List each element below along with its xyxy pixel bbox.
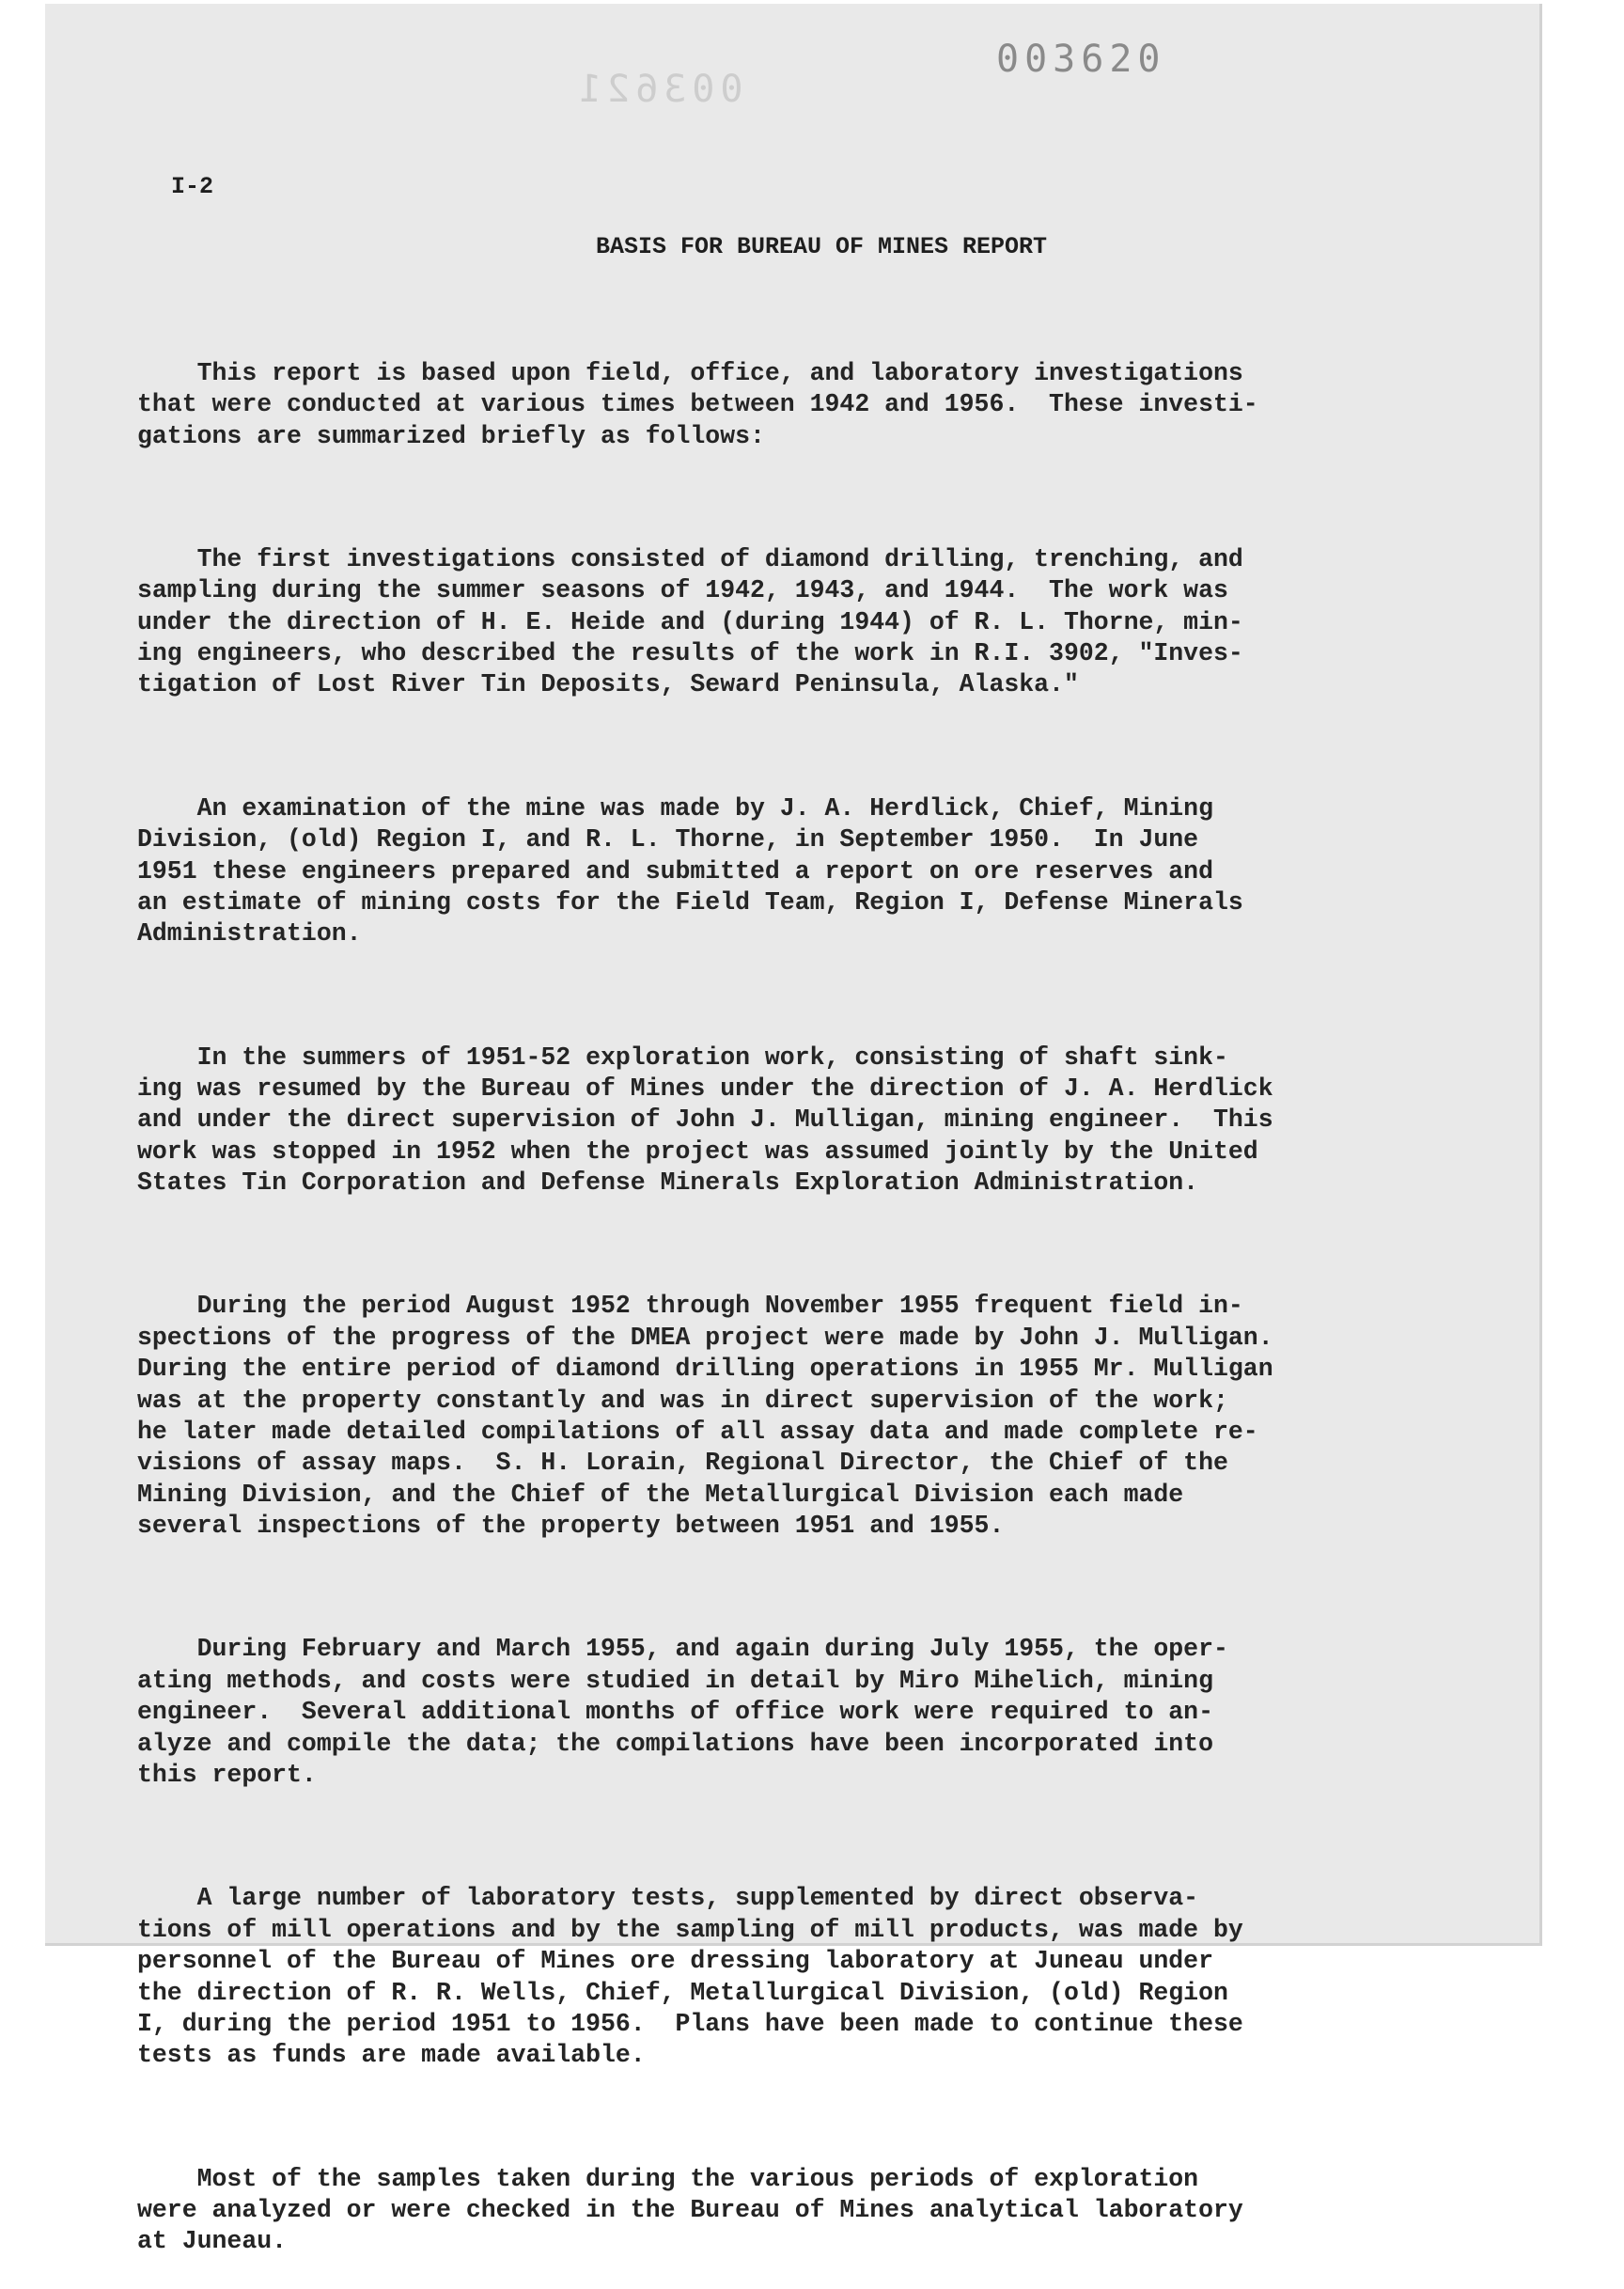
page-number: I-2 <box>171 173 214 200</box>
paragraph-overview: This report is based upon field, office, and laboratory investigations that were conducted at various times between 1942 and 1956. These investi- gations are summarized briefly as follows: <box>137 358 1258 450</box>
document-stamp-number: 003620 <box>996 38 1166 81</box>
page-title: BASIS FOR BUREAU OF MINES REPORT <box>595 233 1048 260</box>
report-body <box>137 295 1350 2289</box>
paragraph-operating-methods: During February and March 1955, and again during July 1955, the oper- ating methods, and costs were studied in detail by Miro Mihelich, mining engineer. Several additional months of office work were required to an- alyze and compile the data; the compilations have been incorporated into this report. <box>137 1635 1228 1790</box>
paragraph-laboratory-tests: A large number of laboratory tests, supplemented by direct observa- tions of mill operations and by the sampling of mill products, was made by personnel of the Bureau of Mines ore dressing laboratory at Juneau under the direction of R. R. Wells, Chief, Metallurgical Division, (old) Region I, during the period 1951 to 1956. Plans have been made to continue these tests as funds are made available. <box>137 1884 1243 2070</box>
paragraph-mine-examination: An examination of the mine was made by J. A. Herdlick, Chief, Mining Division, (old) Region I, and R. L. Thorne, in September 1950. In June 1951 these engineers prepared and submitted a report on ore reserves and an estimate of mining costs for the Field Team, Region I, Defense Minerals Administration. <box>137 793 1243 949</box>
paragraph-exploration-work: In the summers of 1951-52 exploration work, consisting of shaft sink- ing was resumed by the Bureau of Mines under the direction of J. A. Herdlick and under the direct supervision of John J. Mulligan, mining engineer. This work was stopped in 1952 when the project was assumed jointly by the United States Tin Corporation and Defense Minerals Exploration Administration. <box>137 1043 1273 1198</box>
paragraph-samples: Most of the samples taken during the various periods of exploration were analyzed or were checked in the Bureau of Mines analytical laboratory at Juneau. <box>137 2164 1243 2256</box>
bleed-through-stamp-number: 003621 <box>573 68 743 111</box>
paragraph-first-investigations: The first investigations consisted of diamond drilling, trenching, and sampling during the summer seasons of 1942, 1943, and 1944. The work was under the direction of H. E. Heide and (during 1944) of R. L. Thorne, min- ing engineers, who described the results of the work in R.I. 3902, "Inves- tigation of Lost River Tin Deposits, Seward Peninsula, Alaska." <box>137 544 1243 699</box>
paragraph-field-inspections: During the period August 1952 through November 1955 frequent field in- spections of the progress of the DMEA project were made by John J. Mulligan. During the entire period of diamond drilling operations in 1955 Mr. Mulligan was at the property constantly and was in direct supervision of the work; he later made detailed compilations of all assay data and made complete re- visions of assay maps. S. H. Lorain, Regional Director, the Chief of the Mining Division, and the Chief of the Metallurgical Division each made several inspections of the property between 1951 and 1955. <box>137 1292 1273 1541</box>
